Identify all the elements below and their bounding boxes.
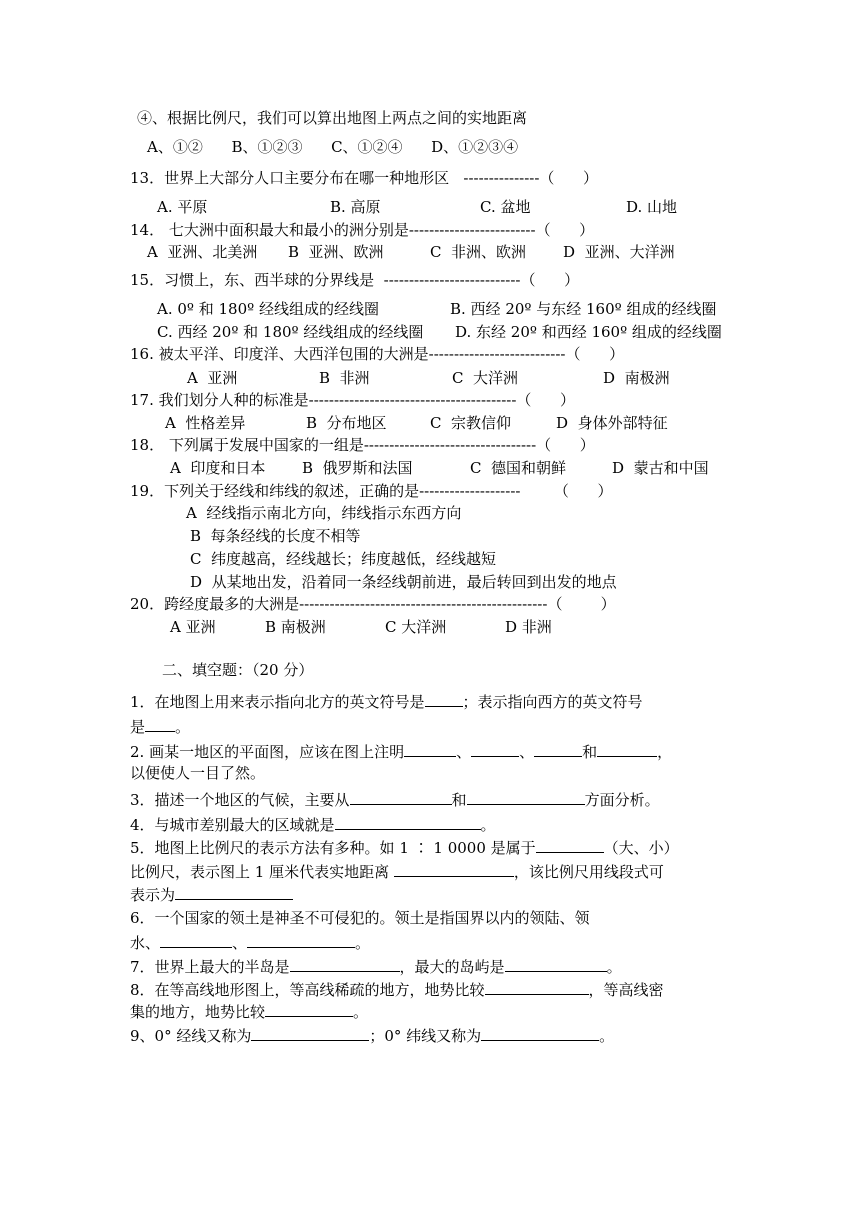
fill-9-end: 。 bbox=[599, 1027, 615, 1045]
q13-option-c: C. 盆地 bbox=[480, 198, 531, 216]
fill-5-text-c: 比例尺，表示图上 1 厘米代表实地距离 bbox=[130, 863, 394, 881]
q20-option-d: D 非洲 bbox=[505, 618, 552, 636]
fill-4-line bbox=[130, 813, 496, 835]
fill-1-text-a: 1．在地图上用来表示指向北方的英文符号是 bbox=[130, 693, 425, 711]
fill-6-sep: 、 bbox=[232, 934, 248, 952]
q17-option-a: A 性格差异 bbox=[165, 414, 246, 432]
q17-option-d: D 身体外部特征 bbox=[556, 414, 668, 432]
blank-sparse-terrain[interactable] bbox=[485, 978, 589, 995]
fill-9-text-b: ；0° 纬线又称为 bbox=[369, 1027, 482, 1045]
q20-option-b: B 南极洲 bbox=[265, 618, 326, 636]
fill-7-end: 。 bbox=[606, 958, 622, 976]
blank-scale-size[interactable] bbox=[536, 836, 604, 853]
q19-option-c: C 纬度越高，经线越长；纬度越低，经线越短 bbox=[190, 550, 497, 568]
blank-line-scale[interactable] bbox=[175, 883, 293, 900]
fill-8-end: 。 bbox=[353, 1003, 369, 1021]
q12-statement-4: ④、根据比例尺，我们可以算出地图上两点之间的实地距离 bbox=[137, 109, 528, 127]
fill-2-sep-1: 、 bbox=[456, 743, 472, 761]
fill-3-line bbox=[130, 788, 660, 810]
fill-6-text-b: 水、 bbox=[130, 934, 161, 952]
fill-7-text-b: ，最大的岛屿是 bbox=[399, 958, 505, 976]
q13-option-a: A. 平原 bbox=[157, 198, 208, 216]
fill-8-text-a: 8．在等高线地形图上，等高线稀疏的地方，地势比较 bbox=[130, 981, 485, 999]
blank-region[interactable] bbox=[335, 813, 481, 830]
q19-stem: 19．下列关于经线和纬线的叙述，正确的是-------------------- （ ） bbox=[130, 482, 613, 500]
fill-2-text-a: 2. 画某一地区的平面图，应该在图上注明 bbox=[130, 743, 405, 761]
fill-1-line-2 bbox=[130, 715, 190, 737]
q14-option-c: C 非洲、欧洲 bbox=[430, 243, 527, 261]
q15-option-b: B. 西经 20º 与东经 160º 组成的经线圈 bbox=[450, 300, 717, 318]
blank-climate-aspect-2[interactable] bbox=[467, 788, 585, 805]
blank-largest-island[interactable] bbox=[505, 955, 607, 972]
q13-option-d: D. 山地 bbox=[626, 198, 678, 216]
q15-option-c: C. 西经 20º 和 180º 经线组成的经线圈 bbox=[157, 323, 424, 341]
q16-option-d: D 南极洲 bbox=[603, 369, 670, 387]
fill-5-line-2 bbox=[130, 860, 664, 882]
blank-territory-2[interactable] bbox=[247, 931, 355, 948]
q12-options: A、①② B、①②③ C、①②④ D、①②③④ bbox=[147, 138, 519, 156]
fill-6-end: 。 bbox=[355, 934, 371, 952]
fill-5-text-e: 表示为 bbox=[130, 886, 176, 904]
q18-stem: 18． 下列属于发展中国家的一组是----------------------------------（ ） bbox=[130, 436, 595, 454]
q18-option-d: D 蒙古和中国 bbox=[612, 459, 709, 477]
q15-stem: 15．习惯上，东、西半球的分界线是 ---------------------------（ ） bbox=[130, 271, 580, 289]
blank-north-symbol[interactable] bbox=[425, 690, 463, 707]
fill-5-text-b: （大、小） bbox=[603, 839, 679, 857]
q14-stem: 14． 七大洲中面积最大和最小的洲分别是-------------------------（ ） bbox=[130, 221, 595, 239]
blank-equator[interactable] bbox=[481, 1024, 599, 1041]
blank-map-item-1[interactable] bbox=[404, 740, 456, 757]
fill-1-line-1 bbox=[130, 690, 643, 712]
q17-option-b: B 分布地区 bbox=[306, 414, 387, 432]
q18-option-c: C 德国和朝鲜 bbox=[470, 459, 567, 477]
q14-option-a: A 亚洲、北美洲 bbox=[147, 243, 258, 261]
fill-2-line-1 bbox=[130, 740, 672, 762]
section-2-heading: 二、填空题：（20 分） bbox=[162, 661, 314, 679]
fill-3-and: 和 bbox=[451, 791, 467, 809]
fill-5-line-3 bbox=[130, 883, 293, 905]
q18-option-b: B 俄罗斯和法国 bbox=[302, 459, 413, 477]
fill-7-text-a: 7．世界上最大的半岛是 bbox=[130, 958, 290, 976]
fill-5-text-a: 5．地图上比例尺的表示方法有多种。如 1 ∶ 1 0000 是属于 bbox=[130, 839, 536, 857]
q20-stem: 20．跨经度最多的大洲是-------------------------------------------------（ ） bbox=[130, 595, 616, 613]
fill-6-line-2 bbox=[130, 931, 370, 953]
q20-option-a: A 亚洲 bbox=[170, 618, 216, 636]
fill-9-line bbox=[130, 1024, 614, 1046]
fill-2-and: 和 bbox=[582, 743, 598, 761]
q16-option-b: B 非洲 bbox=[319, 369, 370, 387]
q17-option-c: C 宗教信仰 bbox=[430, 414, 512, 432]
q15-option-d: D. 东经 20º 和西经 160º 组成的经线圈 bbox=[455, 323, 722, 341]
blank-dense-terrain[interactable] bbox=[265, 1000, 353, 1017]
blank-map-item-3[interactable] bbox=[534, 740, 582, 757]
fill-3-text-a: 3．描述一个地区的气候，主要从 bbox=[130, 791, 350, 809]
q13-option-b: B. 高原 bbox=[330, 198, 381, 216]
q19-option-a: A 经线指示南北方向，纬线指示东西方向 bbox=[186, 504, 462, 522]
blank-prime-meridian[interactable] bbox=[251, 1024, 369, 1041]
q14-option-d: D 亚洲、大洋洲 bbox=[563, 243, 675, 261]
blank-territory-1[interactable] bbox=[160, 931, 232, 948]
blank-largest-peninsula[interactable] bbox=[290, 955, 400, 972]
q19-option-b: B 每条经线的长度不相等 bbox=[190, 527, 361, 545]
fill-8-text-c: 集的地方，地势比较 bbox=[130, 1003, 266, 1021]
q16-option-a: A 亚洲 bbox=[187, 369, 238, 387]
fill-1-text-b: ；表示指向西方的英文符号 bbox=[462, 693, 643, 711]
fill-1-text-c: 是 bbox=[130, 718, 146, 736]
fill-9-text-a: 9、0° 经线又称为 bbox=[130, 1027, 252, 1045]
blank-map-item-2[interactable] bbox=[471, 740, 519, 757]
q17-stem: 17. 我们划分人种的标准是-----------------------------------------（ ） bbox=[130, 391, 576, 409]
fill-5-text-d: ，该比例尺用线段式可 bbox=[513, 863, 664, 881]
fill-2-end: ， bbox=[657, 743, 673, 761]
q16-option-c: C 大洋洲 bbox=[452, 369, 519, 387]
fill-4-end: 。 bbox=[480, 816, 496, 834]
fill-7-line bbox=[130, 955, 622, 977]
blank-map-item-4[interactable] bbox=[597, 740, 657, 757]
blank-real-distance[interactable] bbox=[394, 860, 514, 877]
q15-option-a: A. 0º 和 180º 经线组成的经线圈 bbox=[157, 300, 379, 318]
q16-stem: 16. 被太平洋、印度洋、大西洋包围的大洲是---------------------------（ ） bbox=[130, 345, 625, 363]
fill-1-text-d: 。 bbox=[175, 718, 191, 736]
fill-6-line-1: 6．一个国家的领土是神圣不可侵犯的。领土是指国界以内的领陆、领 bbox=[130, 909, 590, 927]
fill-8-text-b: ，等高线密 bbox=[588, 981, 664, 999]
fill-5-line-1 bbox=[130, 836, 679, 858]
fill-4-text-a: 4．与城市差别最大的区域就是 bbox=[130, 816, 335, 834]
blank-west-symbol[interactable] bbox=[145, 715, 175, 732]
q14-option-b: B 亚洲、欧洲 bbox=[288, 243, 384, 261]
fill-2-line-2: 以便使人一目了然。 bbox=[130, 764, 266, 782]
fill-8-line-1 bbox=[130, 978, 664, 1000]
blank-climate-aspect-1[interactable] bbox=[350, 788, 452, 805]
fill-8-line-2 bbox=[130, 1000, 368, 1022]
fill-2-sep-2: 、 bbox=[519, 743, 535, 761]
q18-option-a: A 印度和日本 bbox=[170, 459, 266, 477]
q13-stem: 13．世界上大部分人口主要分布在哪一种地形区 ---------------（ ） bbox=[130, 169, 599, 187]
q19-option-d: D 从某地出发，沿着同一条经线朝前进，最后转回到出发的地点 bbox=[190, 573, 617, 591]
q20-option-c: C 大洋洲 bbox=[385, 618, 447, 636]
fill-3-end: 方面分析。 bbox=[584, 791, 660, 809]
